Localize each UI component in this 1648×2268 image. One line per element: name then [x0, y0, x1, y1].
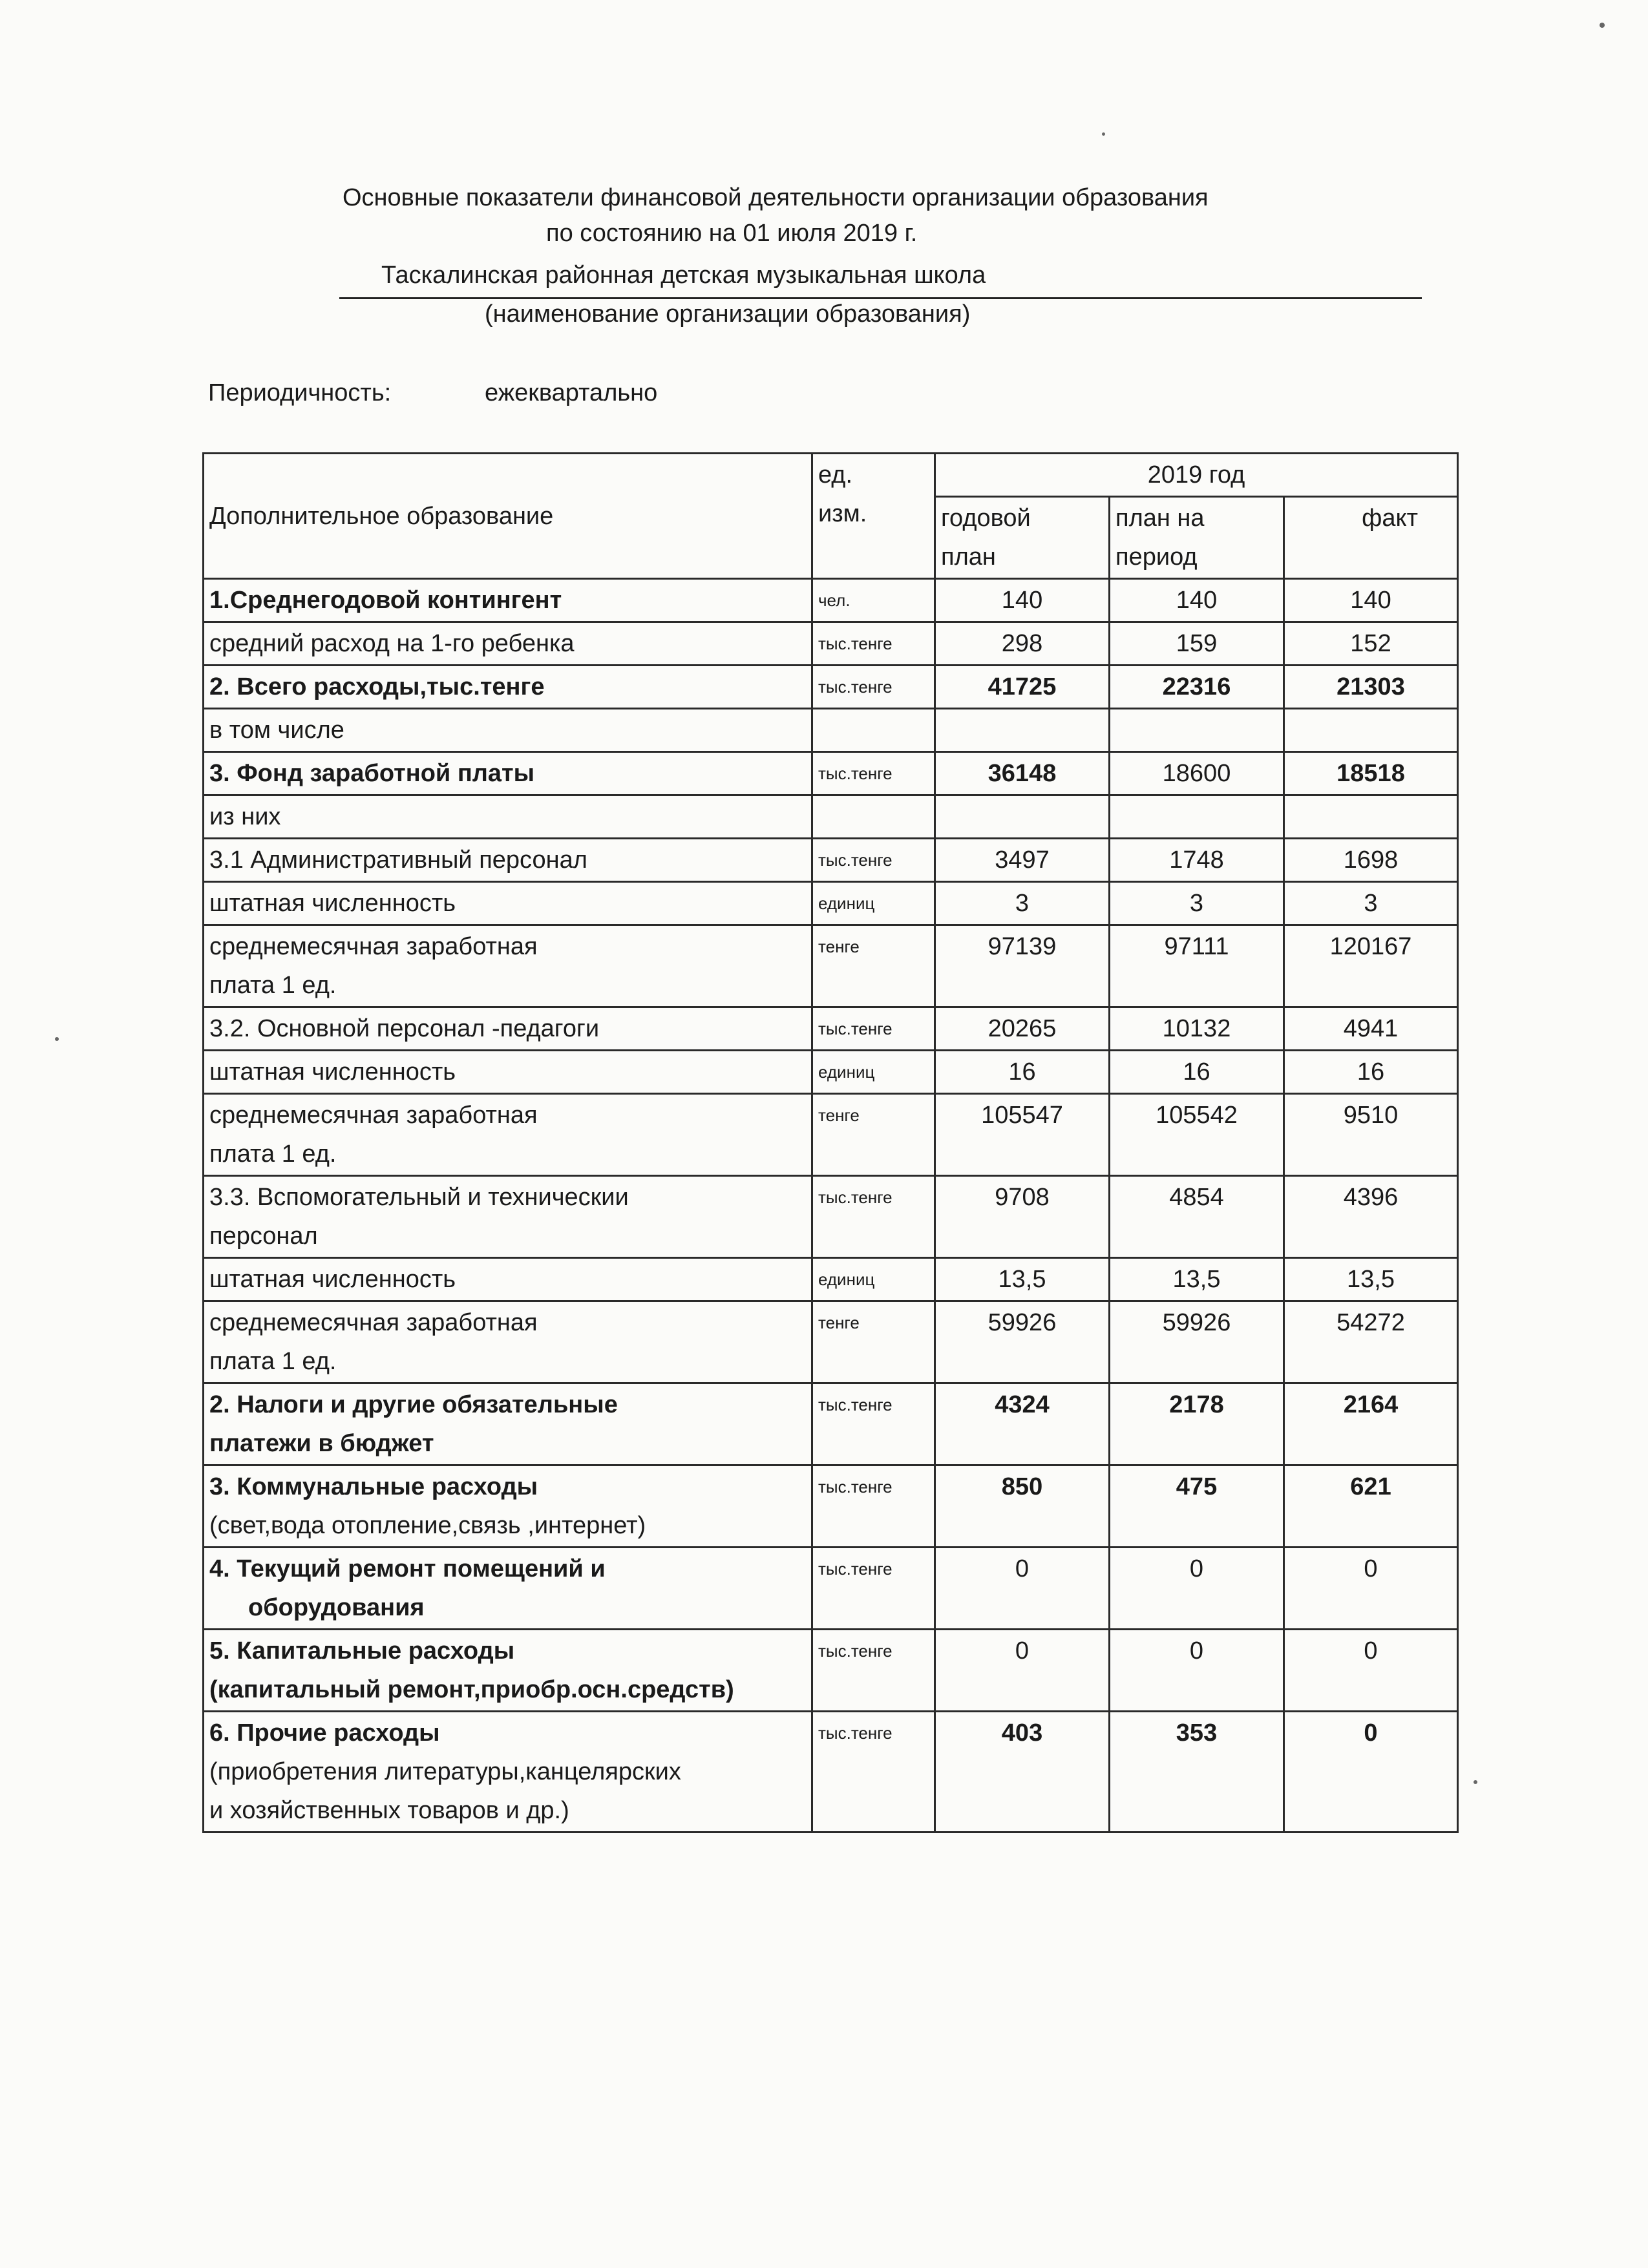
- row-period-plan: 3: [1110, 882, 1284, 925]
- scan-speck: [1102, 132, 1105, 136]
- row-fact: 0: [1284, 1630, 1458, 1712]
- organization-underline: [339, 297, 1422, 299]
- row-annual-plan: 0: [935, 1548, 1110, 1630]
- row-period-plan: 4854: [1110, 1176, 1284, 1258]
- row-unit: тыс.тенге: [812, 1007, 935, 1051]
- row-annual-plan: 41725: [935, 666, 1110, 709]
- row-fact: 120167: [1284, 925, 1458, 1007]
- row-period-plan: 59926: [1110, 1301, 1284, 1383]
- row-fact: 0: [1284, 1548, 1458, 1630]
- row-label: штатная численность: [204, 882, 812, 925]
- row-annual-plan: 105547: [935, 1094, 1110, 1176]
- row-unit: тыс.тенге: [812, 1176, 935, 1258]
- row-unit: тыс.тенге: [812, 839, 935, 882]
- row-label: 1.Среднегодовой контингент: [204, 579, 812, 622]
- table-row: [204, 1548, 1458, 1630]
- row-label: 5. Капитальные расходы (капитальный ремонт,приобр.осн.средств): [204, 1630, 812, 1712]
- row-label: 2. Налоги и другие обязательные платежи в бюджет: [204, 1383, 812, 1465]
- row-label: 2. Всего расходы,тыс.тенге: [204, 666, 812, 709]
- table-row: [204, 795, 1458, 839]
- table-row: [204, 1051, 1458, 1094]
- row-fact: 0: [1284, 1712, 1458, 1832]
- row-unit: тыс.тенге: [812, 1548, 935, 1630]
- table-row: [204, 1712, 1458, 1832]
- scan-speck: [1474, 1780, 1477, 1784]
- table-row: [204, 666, 1458, 709]
- table-row: [204, 1465, 1458, 1548]
- row-period-plan: 13,5: [1110, 1258, 1284, 1301]
- row-fact: [1284, 709, 1458, 752]
- header-annual-plan: годовой план: [935, 497, 1110, 579]
- organization-name: Таскалинская районная детская музыкальная школа: [381, 262, 986, 289]
- organization-caption: (наименование организации образования): [485, 300, 971, 328]
- row-annual-plan: 36148: [935, 752, 1110, 795]
- row-fact: 621: [1284, 1465, 1458, 1548]
- row-unit: тенге: [812, 1301, 935, 1383]
- row-unit: тыс.тенге: [812, 752, 935, 795]
- financial-table: [202, 452, 1459, 1833]
- row-label: 6. Прочие расходы (приобретения литературы,канцелярских и хозяйственных товаров и др.): [204, 1712, 812, 1832]
- row-unit: тыс.тенге: [812, 1630, 935, 1712]
- row-annual-plan: 59926: [935, 1301, 1110, 1383]
- row-label: в том числе: [204, 709, 812, 752]
- periodicity-value: ежеквартально: [485, 379, 658, 406]
- row-unit: единиц: [812, 1051, 935, 1094]
- row-fact: 54272: [1284, 1301, 1458, 1383]
- row-fact: 4396: [1284, 1176, 1458, 1258]
- row-fact: 21303: [1284, 666, 1458, 709]
- row-fact: 152: [1284, 622, 1458, 666]
- row-period-plan: 22316: [1110, 666, 1284, 709]
- row-period-plan: [1110, 709, 1284, 752]
- row-period-plan: 18600: [1110, 752, 1284, 795]
- row-fact: 1698: [1284, 839, 1458, 882]
- table-row: [204, 1094, 1458, 1176]
- row-label: 3. Фонд заработной платы: [204, 752, 812, 795]
- scan-speck: [1600, 23, 1605, 28]
- row-period-plan: 97111: [1110, 925, 1284, 1007]
- periodicity-label: Периодичность:: [208, 379, 392, 406]
- row-annual-plan: 140: [935, 579, 1110, 622]
- row-label: 3. Коммунальные расходы (свет,вода отопление,связь ,интернет): [204, 1465, 812, 1548]
- header-category: Дополнительное образование: [204, 454, 812, 579]
- row-annual-plan: [935, 709, 1110, 752]
- row-period-plan: 159: [1110, 622, 1284, 666]
- row-period-plan: 16: [1110, 1051, 1284, 1094]
- row-annual-plan: 850: [935, 1465, 1110, 1548]
- row-fact: 140: [1284, 579, 1458, 622]
- table-row: [204, 1176, 1458, 1258]
- row-period-plan: 475: [1110, 1465, 1284, 1548]
- row-period-plan: 353: [1110, 1712, 1284, 1832]
- row-unit: тенге: [812, 925, 935, 1007]
- row-period-plan: 0: [1110, 1548, 1284, 1630]
- row-label: из них: [204, 795, 812, 839]
- row-unit: тыс.тенге: [812, 1465, 935, 1548]
- table-row: [204, 1258, 1458, 1301]
- row-fact: 9510: [1284, 1094, 1458, 1176]
- row-period-plan: 0: [1110, 1630, 1284, 1712]
- header-year: 2019 год: [935, 454, 1458, 497]
- table-row: [204, 882, 1458, 925]
- row-annual-plan: 0: [935, 1630, 1110, 1712]
- row-unit: тыс.тенге: [812, 1712, 935, 1832]
- table-row: [204, 1007, 1458, 1051]
- row-unit: единиц: [812, 882, 935, 925]
- row-label: средний расход на 1-го ребенка: [204, 622, 812, 666]
- row-annual-plan: 9708: [935, 1176, 1110, 1258]
- table-row: [204, 622, 1458, 666]
- report-date: по состоянию на 01 июля 2019 г.: [546, 220, 918, 247]
- table-row: [204, 925, 1458, 1007]
- row-annual-plan: 403: [935, 1712, 1110, 1832]
- row-period-plan: 140: [1110, 579, 1284, 622]
- row-annual-plan: 16: [935, 1051, 1110, 1094]
- row-annual-plan: 20265: [935, 1007, 1110, 1051]
- row-period-plan: 10132: [1110, 1007, 1284, 1051]
- row-label: 3.2. Основной персонал -педагоги: [204, 1007, 812, 1051]
- row-annual-plan: [935, 795, 1110, 839]
- row-period-plan: 105542: [1110, 1094, 1284, 1176]
- row-period-plan: [1110, 795, 1284, 839]
- row-label: среднемесячная заработная плата 1 ед.: [204, 1301, 812, 1383]
- row-label: штатная численность: [204, 1051, 812, 1094]
- row-label: среднемесячная заработная плата 1 ед.: [204, 1094, 812, 1176]
- row-fact: [1284, 795, 1458, 839]
- table-row: [204, 1383, 1458, 1465]
- row-unit: [812, 795, 935, 839]
- row-fact: 13,5: [1284, 1258, 1458, 1301]
- row-unit: тыс.тенге: [812, 1383, 935, 1465]
- row-unit: чел.: [812, 579, 935, 622]
- table-row: [204, 579, 1458, 622]
- row-unit: единиц: [812, 1258, 935, 1301]
- row-period-plan: 2178: [1110, 1383, 1284, 1465]
- table-row: [204, 752, 1458, 795]
- row-annual-plan: 3497: [935, 839, 1110, 882]
- row-annual-plan: 97139: [935, 925, 1110, 1007]
- row-fact: 18518: [1284, 752, 1458, 795]
- report-title: Основные показатели финансовой деятельности организации образования: [343, 184, 1209, 211]
- row-label: 3.3. Вспомогательный и техническии персонал: [204, 1176, 812, 1258]
- row-unit: тыс.тенге: [812, 622, 935, 666]
- table-row: [204, 1630, 1458, 1712]
- table-row: [204, 709, 1458, 752]
- row-annual-plan: 298: [935, 622, 1110, 666]
- row-annual-plan: 3: [935, 882, 1110, 925]
- row-unit: [812, 709, 935, 752]
- row-unit: тенге: [812, 1094, 935, 1176]
- row-label: 3.1 Административный персонал: [204, 839, 812, 882]
- row-unit: тыс.тенге: [812, 666, 935, 709]
- row-label: среднемесячная заработная плата 1 ед.: [204, 925, 812, 1007]
- scan-speck: [55, 1037, 59, 1041]
- row-label: 4. Текущий ремонт помещений и оборудования: [204, 1548, 812, 1630]
- row-fact: 3: [1284, 882, 1458, 925]
- header-fact: факт: [1284, 497, 1458, 579]
- row-annual-plan: 13,5: [935, 1258, 1110, 1301]
- row-label: штатная численность: [204, 1258, 812, 1301]
- row-fact: 16: [1284, 1051, 1458, 1094]
- row-fact: 4941: [1284, 1007, 1458, 1051]
- row-annual-plan: 4324: [935, 1383, 1110, 1465]
- table-row: [204, 839, 1458, 882]
- row-fact: 2164: [1284, 1383, 1458, 1465]
- header-period-plan: план на период: [1110, 497, 1284, 579]
- row-period-plan: 1748: [1110, 839, 1284, 882]
- table-row: [204, 1301, 1458, 1383]
- header-unit: ед. изм.: [812, 454, 935, 579]
